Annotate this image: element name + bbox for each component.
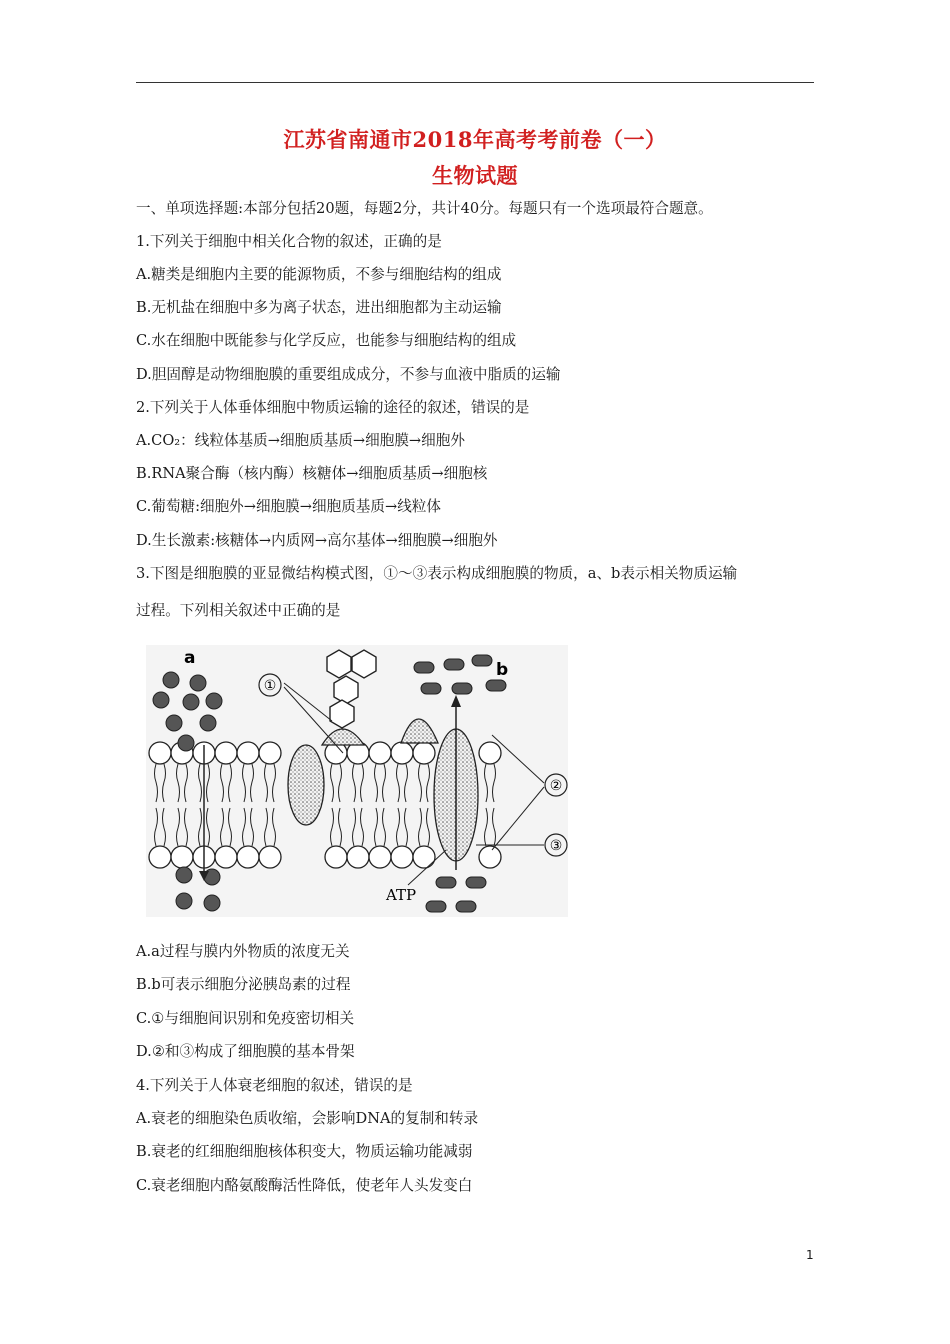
q2-option-d: D.生长激素:核糖体→内质网→高尔基体→细胞膜→细胞外 bbox=[136, 532, 498, 549]
lipid-head bbox=[259, 846, 281, 868]
lipid-head bbox=[413, 846, 435, 868]
lipid-head bbox=[237, 846, 259, 868]
lipid-head bbox=[149, 742, 171, 764]
q1-option-d: D.胆固醇是动物细胞膜的重要组成成分，不参与血液中脂质的运输 bbox=[136, 366, 561, 383]
q1-option-b: B.无机盐在细胞中多为离子状态，进出细胞都为主动运输 bbox=[136, 299, 502, 316]
q4-option-a: A.衰老的细胞染色质收缩，会影响DNA的复制和转录 bbox=[136, 1110, 479, 1127]
sugar-hexagon bbox=[327, 650, 351, 678]
q4-option-b: B.衰老的红细胞细胞核体积变大，物质运输功能减弱 bbox=[136, 1143, 473, 1160]
q2-stem: 2.下列关于人体垂体细胞中物质运输的途径的叙述，错误的是 bbox=[136, 399, 530, 416]
doc-subtitle: 生物试题 bbox=[432, 163, 518, 188]
label-2: ② bbox=[549, 778, 563, 794]
sugar-hexagon bbox=[352, 650, 376, 678]
lipid-head bbox=[347, 846, 369, 868]
lipid-head bbox=[391, 742, 413, 764]
q1-stem: 1.下列关于细胞中相关化合物的叙述，正确的是 bbox=[136, 233, 442, 250]
q4-stem: 4.下列关于人体衰老细胞的叙述，错误的是 bbox=[136, 1077, 413, 1094]
label-a: a bbox=[184, 648, 196, 668]
q3-option-a: A.a过程与膜内外物质的浓度无关 bbox=[136, 943, 350, 960]
lipid-head bbox=[369, 742, 391, 764]
label-1: ① bbox=[263, 678, 277, 694]
lipid-head bbox=[479, 742, 501, 764]
lipid-head bbox=[237, 742, 259, 764]
q3-option-b: B.b可表示细胞分泌胰岛素的过程 bbox=[136, 976, 351, 993]
lipid-head bbox=[479, 846, 501, 868]
lipid-head bbox=[325, 846, 347, 868]
sugar-hexagon bbox=[334, 676, 358, 704]
lipid-head bbox=[149, 846, 171, 868]
q2-option-a: A.CO₂：线粒体基质→细胞质基质→细胞膜→细胞外 bbox=[136, 432, 465, 449]
lipid-head bbox=[259, 742, 281, 764]
section-intro: 一、单项选择题:本部分包括20题，每题2分，共计40分。每题只有一个选项最符合题意。 bbox=[136, 200, 713, 217]
lipid-head bbox=[215, 742, 237, 764]
sugar-hexagon bbox=[330, 700, 354, 728]
q2-option-c: C.葡萄糖:细胞外→细胞膜→细胞质基质→线粒体 bbox=[136, 498, 441, 515]
q3-stem-line2: 过程。下列相关叙述中正确的是 bbox=[136, 602, 341, 619]
embedded-protein-left bbox=[288, 745, 324, 825]
page-number: 1 bbox=[806, 1248, 814, 1262]
lipid-head bbox=[171, 846, 193, 868]
label-b: b bbox=[496, 660, 509, 680]
q3-stem-line1: 3.下图是细胞膜的亚显微结构模式图，①～③表示构成细胞膜的物质，a、b表示相关物质运输 bbox=[136, 565, 738, 582]
cell-membrane-diagram bbox=[146, 645, 568, 917]
lipid-head bbox=[391, 846, 413, 868]
q4-option-c: C.衰老细胞内酪氨酸酶活性降低，使老年人头发变白 bbox=[136, 1177, 473, 1194]
doc-title: 江苏省南通市2018年高考考前卷（一） bbox=[283, 127, 667, 152]
label-3: ③ bbox=[549, 838, 563, 854]
header-rule bbox=[136, 82, 814, 83]
q3-option-c: C.①与细胞间识别和免疫密切相关 bbox=[136, 1010, 355, 1027]
q1-option-a: A.糖类是细胞内主要的能源物质，不参与细胞结构的组成 bbox=[136, 266, 502, 283]
q2-option-b: B.RNA聚合酶（核内酶）核糖体→细胞质基质→细胞核 bbox=[136, 465, 488, 482]
lipid-head bbox=[215, 846, 237, 868]
label-atp: ATP bbox=[386, 886, 417, 904]
lipid-head bbox=[369, 846, 391, 868]
lipid-head bbox=[413, 742, 435, 764]
q1-option-c: C.水在细胞中既能参与化学反应，也能参与细胞结构的组成 bbox=[136, 332, 517, 349]
q3-option-d: D.②和③构成了细胞膜的基本骨架 bbox=[136, 1043, 355, 1060]
